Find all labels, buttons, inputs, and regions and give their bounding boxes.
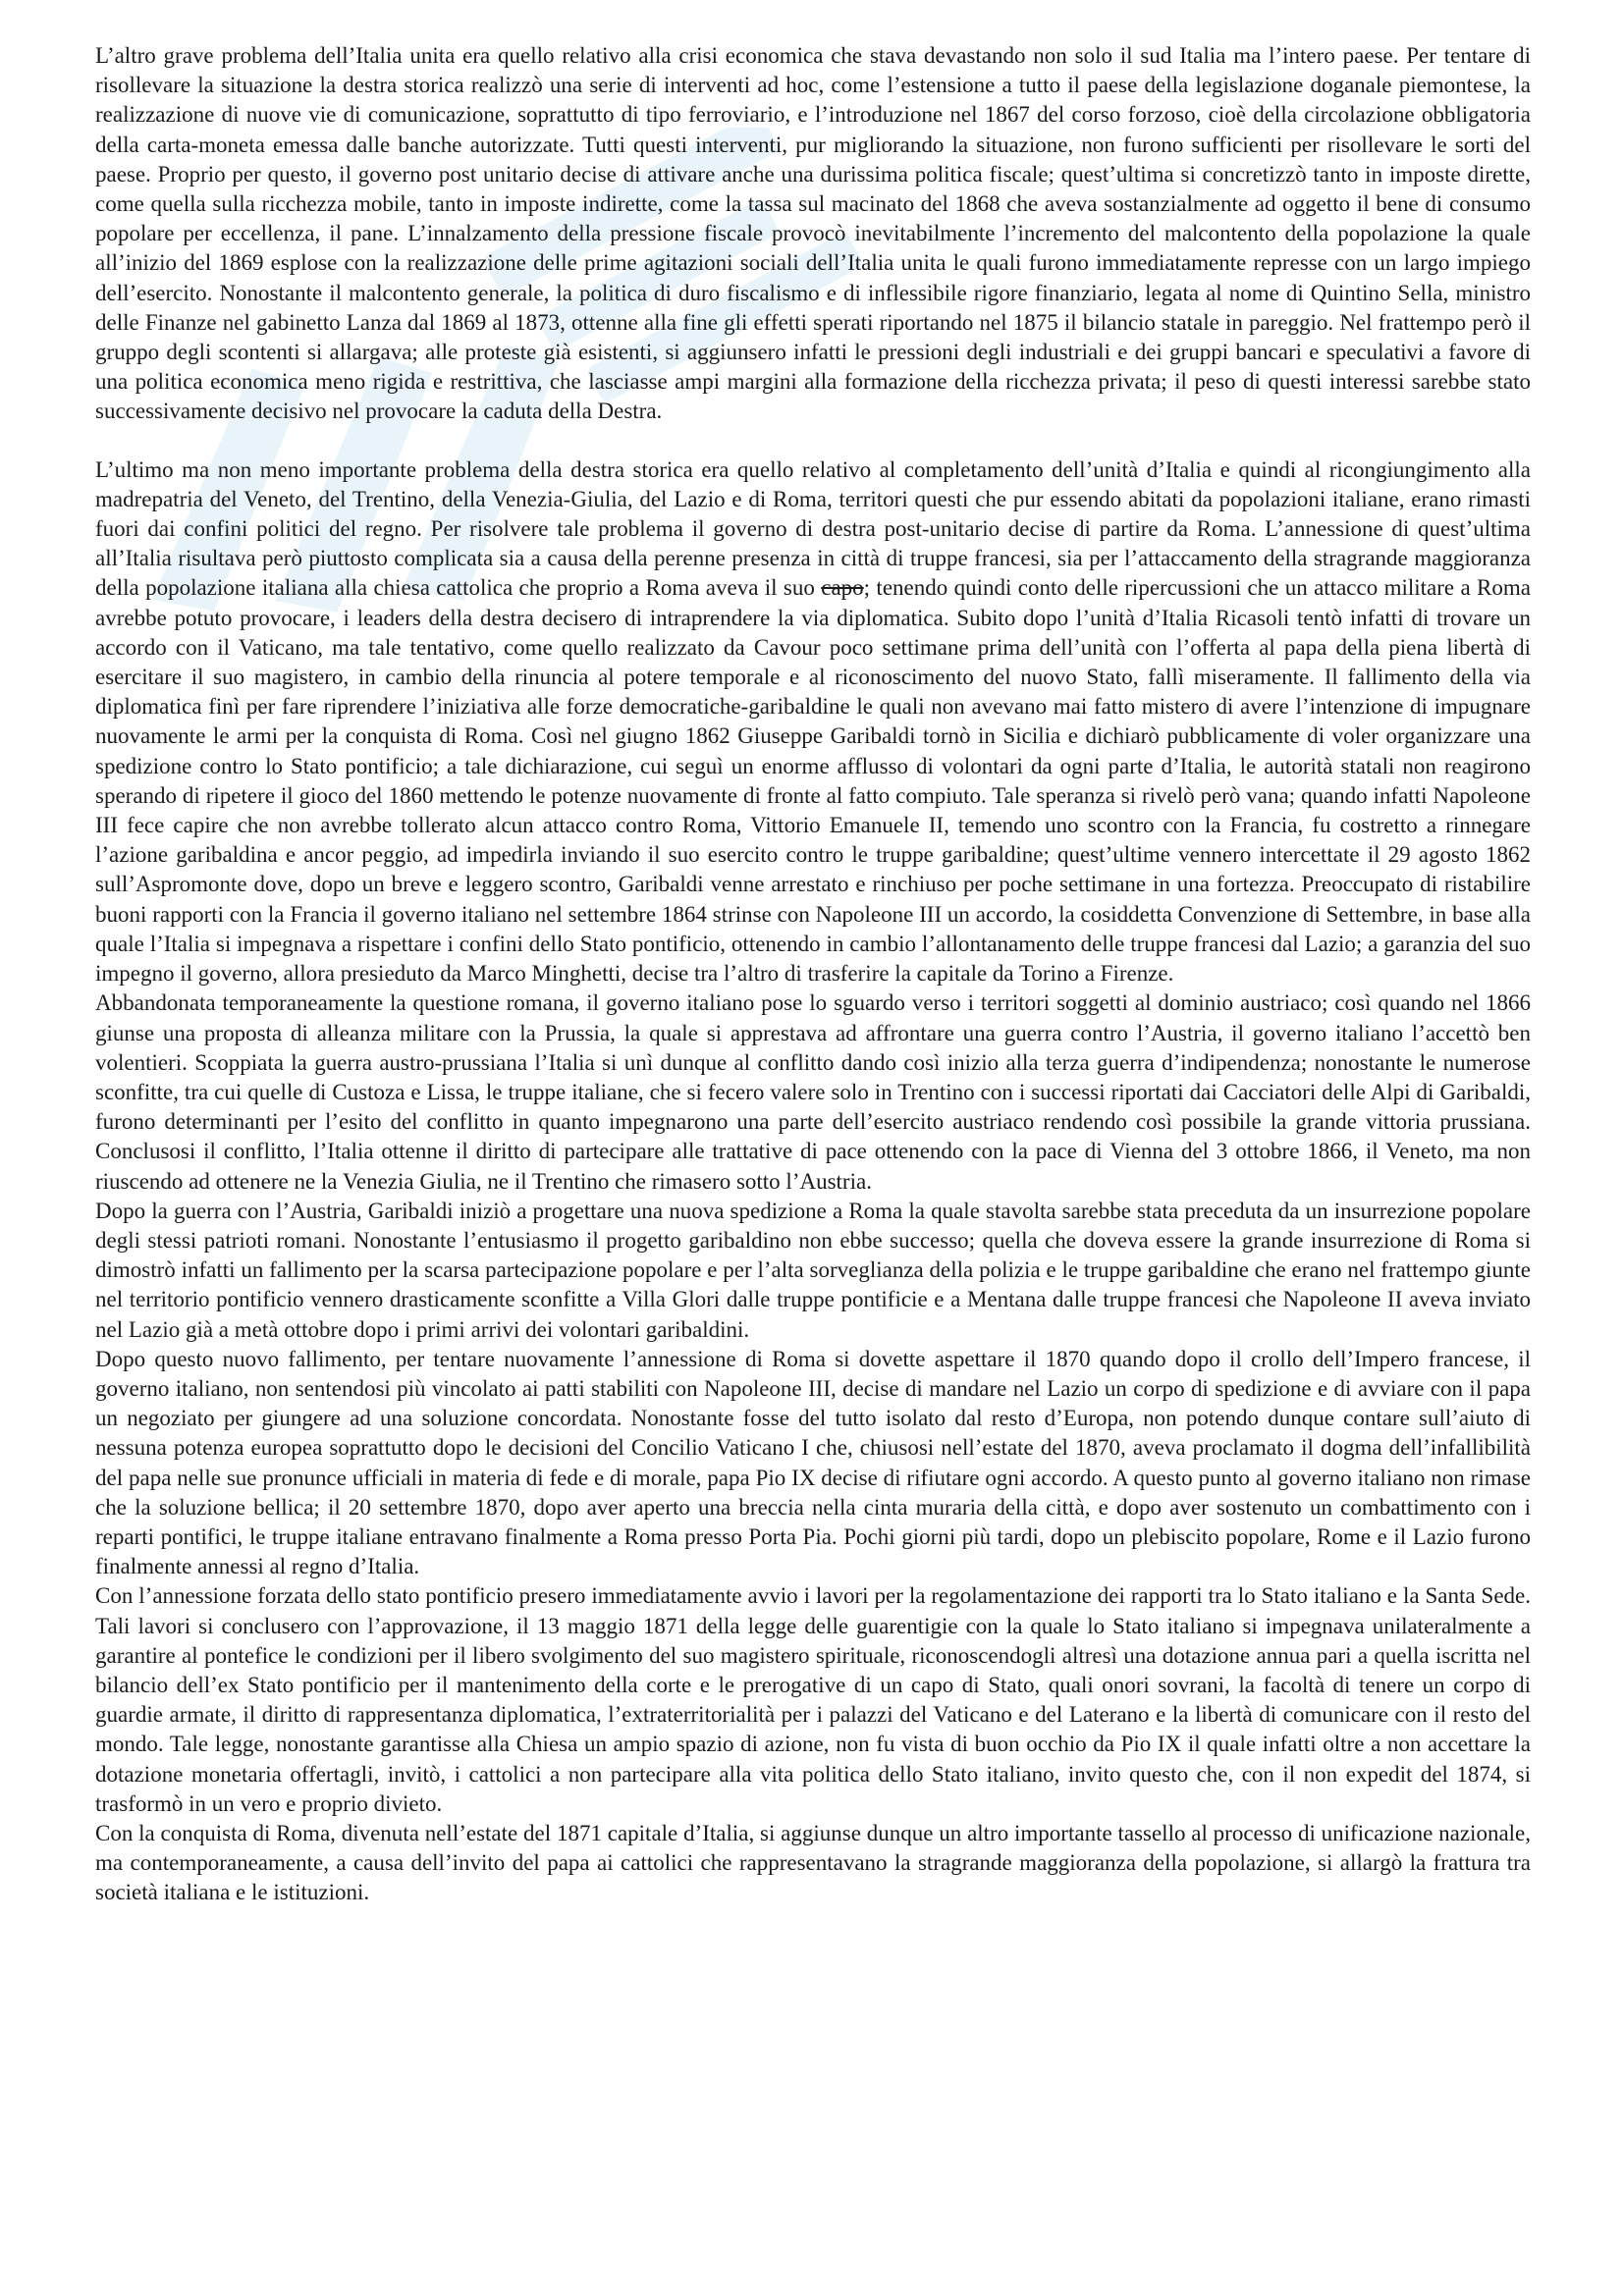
paragraph-porta-pia: Dopo questo nuovo fallimento, per tentare nuovamente l’annessione di Roma si dovette aspettare il 1870 quando dopo il crollo dell’Impero francese, il governo italiano, non sentendosi più vincolato ai patti stabiliti con Napoleone III, decise di mandare nel Lazio un corpo di spedizione e di avviare con il papa un negoziato per giungere ad una soluzione concordata. Nonostante fosse del tutto isolato dal resto d’Europa, non potendo dunque contare sull’aiuto di nessuna potenza europea soprattutto dopo le decisioni del Concilio Vaticano I che, chiusosi nell’estate del 1870, aveva proclamato il dogma dell’infallibilità del papa nelle sue pronunce ufficiali in materia di fede e di morale, papa Pio IX decise di rifiutare ogni accordo. A questo punto al governo italiano non rimase che la soluzione bellica; il 20 settembre 1870, dopo aver aperto una breccia nella cinta muraria della città, e dopo aver sostenuto un combattimento con i reparti pontifici, le truppe italiane entravano finalmente a Roma presso Porta Pia. Pochi giorni più tardi, dopo un plebiscito popolare, Rome e il Lazio furono finalmente annessi al regno d’Italia.	[95, 1346, 1531, 1579]
struck-word: capo	[821, 575, 864, 601]
paragraph-economic-crisis: L’altro grave problema dell’Italia unita era quello relativo alla crisi economica che stava devastando non solo il sud Italia ma l’intero paese. Per tentare di risollevare la situazione la destra storica realizzò una serie di interventi ad hoc, come l’estensione a tutto il paese della legislazione doganale piemontese, la realizzazione di nuove vie di comunicazione, soprattutto di tipo ferroviario, e l’introduzione nel 1867 del corso forzoso, cioè della circolazione obbligatoria della carta-moneta emessa dalle banche autorizzate. Tutti questi interventi, pur migliorando la situazione, non furono sufficienti per risollevare le sorti del paese. Proprio per questo, il governo post unitario decise di attivare anche una durissima politica fiscale; quest’ultima si concretizzò tanto in imposte dirette, come quella sulla ricchezza mobile, tanto in imposte indirette, come la tassa sul macinato del 1868 che aveva sostanzialmente ad oggetto il bene di consumo popolare per eccellenza, il pane. L’innalzamento della pressione fiscale provocò inevitabilmente l’incremento del malcontento della popolazione la quale all’inizio del 1869 esplose con la realizzazione delle prime agitazioni sociali dell’Italia unita le quali furono immediatamente represse con un largo impiego dell’esercito. Nonostante il malcontento generale, la politica di duro fiscalismo e di inflessibile rigore finanziario, legata al nome di Quintino Sella, ministro delle Finanze nel gabinetto Lanza dal 1869 al 1873, ottenne alla fine gli effetti sperati riportando nel 1875 il bilancio statale in pareggio. Nel frattempo però il gruppo degli scontenti si allargava; alle proteste già esistenti, si aggiunsero infatti le pressioni degli industriali e dei gruppi bancari e speculativi a favore di una politica economica meno rigida e restrittiva, che lasciasse ampi margini alla formazione della ricchezza privata; il peso di questi interessi sarebbe stato successivamente decisivo nel provocare la caduta della Destra.	[95, 43, 1531, 424]
paragraph-unification-problem	[95, 455, 1531, 989]
paragraph-third-war: Abbandonata temporaneamente la questione romana, il governo italiano pose lo sguardo verso i territori soggetti al dominio austriaco; così quando nel 1866 giunse una proposta di alleanza militare con la Prussia, la quale si apprestava ad affrontare una guerra contro l’Austria, il governo italiano l’accettò ben volentieri. Scoppiata la guerra austro-prussiana l’Italia si unì dunque al conflitto dando così inizio alla terza guerra d’indipendenza; nonostante le numerose sconfitte, tra cui quelle di Custoza e Lissa, le truppe italiane, che si fecero valere solo in Trentino con i successi riportati dai Cacciatori delle Alpi di Garibaldi, furono determinanti per l’esito del conflitto in quanto impegnarono una parte dell’esercito austriaco rendendo così possibile la grande vittoria prussiana. Conclusosi il conflitto, l’Italia ottenne il diritto di partecipare alle trattative di pace ottenendo con la pace di Vienna del 3 ottobre 1866, il Veneto, ma non riuscendo ad ottenere ne la Venezia Giulia, ne il Trentino che rimasero sotto l’Austria.	[95, 990, 1531, 1194]
document-body	[95, 41, 1531, 1908]
paragraph-conclusion: Con la conquista di Roma, divenuta nell’estate del 1871 capitale d’Italia, si aggiunse dunque un altro importante tassello al processo di unificazione nazionale, ma contemporaneamente, a causa dell’invito del papa ai cattolici che rappresentavano la stragrande maggioranza della popolazione, si allargò la frattura tra società italiana e le istituzioni.	[95, 1820, 1531, 1905]
paragraph-garibaldi-rome: Dopo la guerra con l’Austria, Garibaldi iniziò a progettare una nuova spedizione a Roma la quale stavolta sarebbe stata preceduta da un insurrezione popolare degli stessi patrioti romani. Nonostante l’entusiasmo il progetto garibaldino non ebbe successo; quella che doveva essere la grande insurrezione di Roma si dimostrò infatti un fallimento per la scarsa partecipazione popolare e per l’alta sorveglianza della polizia e le truppe garibaldine che erano nel frattempo giunte nel territorio pontificio vennero drasticamente sconfitte a Villa Glori dalle truppe pontificie e a Mentana dalle truppe francesi che Napoleone II aveva inviato nel Lazio già a metà ottobre dopo i primi arrivi dei volontari garibaldini.	[95, 1198, 1531, 1342]
paragraph-text-segment: ; tenendo quindi conto delle ripercussioni che un attacco militare a Roma avrebbe potuto provocare, i leaders della destra decisero di intraprendere la via diplomatica. Subito dopo l’unità d’Italia Ricasoli tentò infatti di trovare un accordo con il Vaticano, ma tale tentativo, come quello realizzato da Cavour poco settimane prima dell’unità con l’offerta al papa della piena libertà di esercitare il suo magistero, in cambio della rinuncia al potere temporale e al riconoscimento del nuovo Stato, fallì miseramente. Il fallimento della via diplomatica finì per fare riprendere l’iniziativa alle forze democratiche-garibaldine le quali non avevano mai fatto mistero di avere l’intenzione di impugnare nuovamente le armi per la conquista di Roma. Così nel giugno 1862 Giuseppe Garibaldi tornò in Sicilia e dichiarò pubblicamente di voler organizzare una spedizione contro lo Stato pontificio; a tale dichiarazione, cui seguì un enorme afflusso di volontari da ogni parte d’Italia, le autorità statali non reagirono sperando di ripetere il gioco del 1860 mettendo le potenze nuovamente di fronte al fatto compiuto. Tale speranza si rivelò però vana; quando infatti Napoleone III fece capire che non avrebbe tollerato alcun attacco contro Roma, Vittorio Emanuele II, temendo uno scontro con la Francia, fu costretto a rinnegare l’azione garibaldina e ancor peggio, ad impedirla inviando il suo esercito contro le truppe garibaldine; quest’ultime vennero intercettate il 29 agosto 1862 sull’Aspromonte dove, dopo un breve e leggero scontro, Garibaldi venne arrestato e rinchiuso per poche settimane in una fortezza. Preoccupato di ristabilire buoni rapporti con la Francia il governo italiano nel settembre 1864 strinse con Napoleone III un accordo, la cosiddetta Convenzione di Settembre, in base alla quale l’Italia si impegnava a rispettare i confini dello Stato pontificio, ottenendo in cambio l’allontanamento delle truppe francesi dal Lazio; a garanzia del suo impegno il governo, allora presieduto da Marco Minghetti, decise tra l’altro di trasferire la capitale da Torino a Firenze.	[95, 575, 1531, 987]
paragraph-guarantees-law: Con l’annessione forzata dello stato pontificio presero immediatamente avvio i lavori per la regolamentazione dei rapporti tra lo Stato italiano e la Santa Sede. Tali lavori si conclusero con l’approvazione, il 13 maggio 1871 della legge delle guarentigie con la quale lo Stato italiano si impegnava unilateralmente a garantire al pontefice le condizioni per il libero svolgimento del suo magistero spirituale, riconoscendogli altresì una dotazione annua pari a quella iscritta nel bilancio dell’ex Stato pontificio per il mantenimento della corte e le prerogative di un capo di Stato, quali onori sovrani, la facoltà di tenere un corpo di guardie armate, il diritto di rappresentanza diplomatica, l’extraterritorialità per i palazzi del Vaticano e del Laterano e la libertà di comunicare con il resto del mondo. Tale legge, nonostante garantisse alla Chiesa un ampio spazio di azione, non fu vista di buon occhio da Pio IX il quale infatti oltre a non accettare la dotazione monetaria offertagli, invitò, i cattolici a non partecipare alla vita politica dello Stato italiano, invito questo che, con il non expedit del 1874, si trasformò in un vero e proprio divieto.	[95, 1583, 1531, 1816]
paragraph-text-segment: L’ultimo ma non meno importante problema della destra storica era quello relativo al completamento dell’unità d’Italia e quindi al ricongiungimento alla madrepatria del Veneto, del Trentino, della Venezia-Giulia, del Lazio e di Roma, territori questi che pur essendo abitati da popolazioni italiane, erano rimasti fuori dai confini politici del regno. Per risolvere tale problema il governo di destra post-unitario decise di partire da Roma. L’annessione di quest’ultima all’Italia risultava però piuttosto complicata sia a causa della perenne presenza in città di truppe francesi, sia per l’attaccamento della stragrande maggioranza della popolazione italiana alla chiesa cattolica che proprio a Roma aveva il suo	[95, 456, 1531, 601]
